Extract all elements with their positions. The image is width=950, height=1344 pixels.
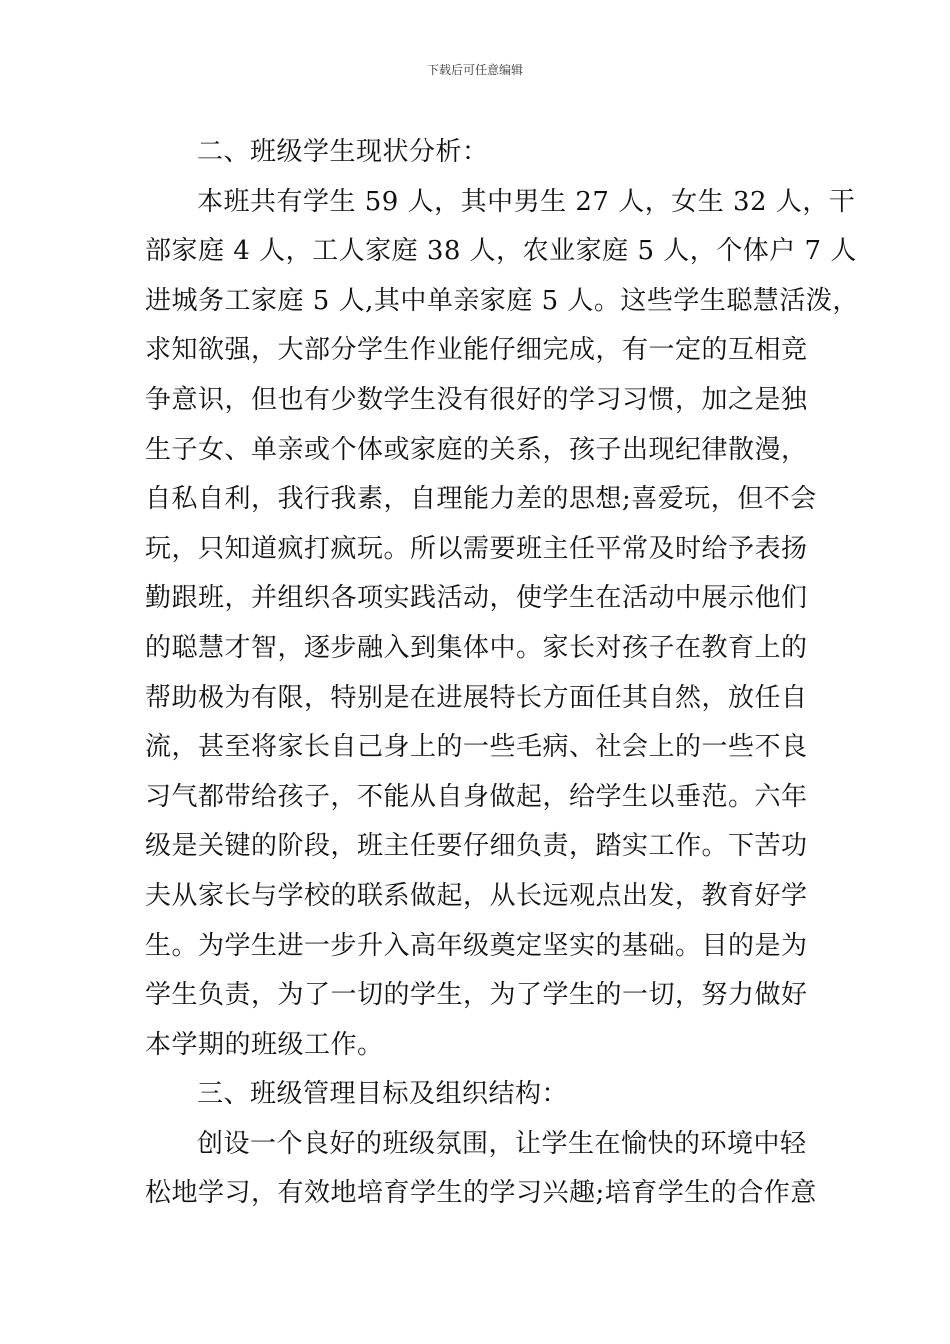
paragraph-line: 玩，只知道疯打疯玩。所以需要班主任平常及时给予表扬 — [145, 533, 808, 564]
paragraph-line: 部家庭 4 人，工人家庭 38 人，农业家庭 5 人，个体户 7 人 — [145, 236, 857, 267]
paragraph-line: 生。为学生进一步升入高年级奠定坚实的基础。目的是为 — [145, 930, 808, 961]
section-heading-2: 二、班级学生现状分析： — [197, 137, 489, 167]
paragraph-line: 帮助极为有限，特别是在进展特长方面任其自然，放任自 — [145, 682, 808, 713]
paragraph-line: 进城务工家庭 5 人,其中单亲家庭 5 人。这些学生聪慧活泼， — [145, 285, 859, 316]
paragraph-line: 争意识，但也有少数学生没有很好的学习习惯，加之是独 — [145, 384, 808, 415]
page-header: 下载后可任意编辑 — [426, 63, 523, 77]
paragraph-line: 学生负责，为了一切的学生，为了学生的一切，努力做好 — [145, 980, 808, 1011]
paragraph-line: 勤跟班，并组织各项实践活动，使学生在活动中展示他们 — [145, 583, 808, 614]
paragraph-line: 创设一个良好的班级氛围，让学生在愉快的环境中轻 — [197, 1128, 807, 1159]
paragraph-line: 夫从家长与学校的联系做起，从长远观点出发，教育好学 — [145, 880, 808, 911]
paragraph-line: 求知欲强，大部分学生作业能仔细完成，有一定的互相竞 — [145, 335, 808, 366]
paragraph-line: 级是关键的阶段，班主任要仔细负责，踏实工作。下苦功 — [145, 831, 808, 862]
paragraph-line: 习气都带给孩子，不能从自身做起，给学生以垂范。六年 — [145, 781, 808, 812]
paragraph-line: 本班共有学生 59 人，其中男生 27 人，女生 32 人，干 — [197, 186, 856, 217]
paragraph-line: 本学期的班级工作。 — [145, 1029, 384, 1060]
paragraph-line: 生子女、单亲或个体或家庭的关系，孩子出现纪律散漫， — [145, 434, 808, 465]
paragraph-line: 的聪慧才智，逐步融入到集体中。家长对孩子在教育上的 — [145, 632, 808, 663]
paragraph-line: 流，甚至将家长自己身上的一些毛病、社会上的一些不良 — [145, 732, 808, 763]
paragraph-line: 自私自利，我行我素，自理能力差的思想;喜爱玩，但不会 — [145, 484, 817, 515]
section-heading-3: 三、班级管理目标及组织结构： — [197, 1079, 569, 1110]
paragraph-line: 松地学习，有效地培育学生的学习兴趣;培育学生的合作意 — [145, 1178, 817, 1209]
document-body — [145, 128, 859, 1219]
